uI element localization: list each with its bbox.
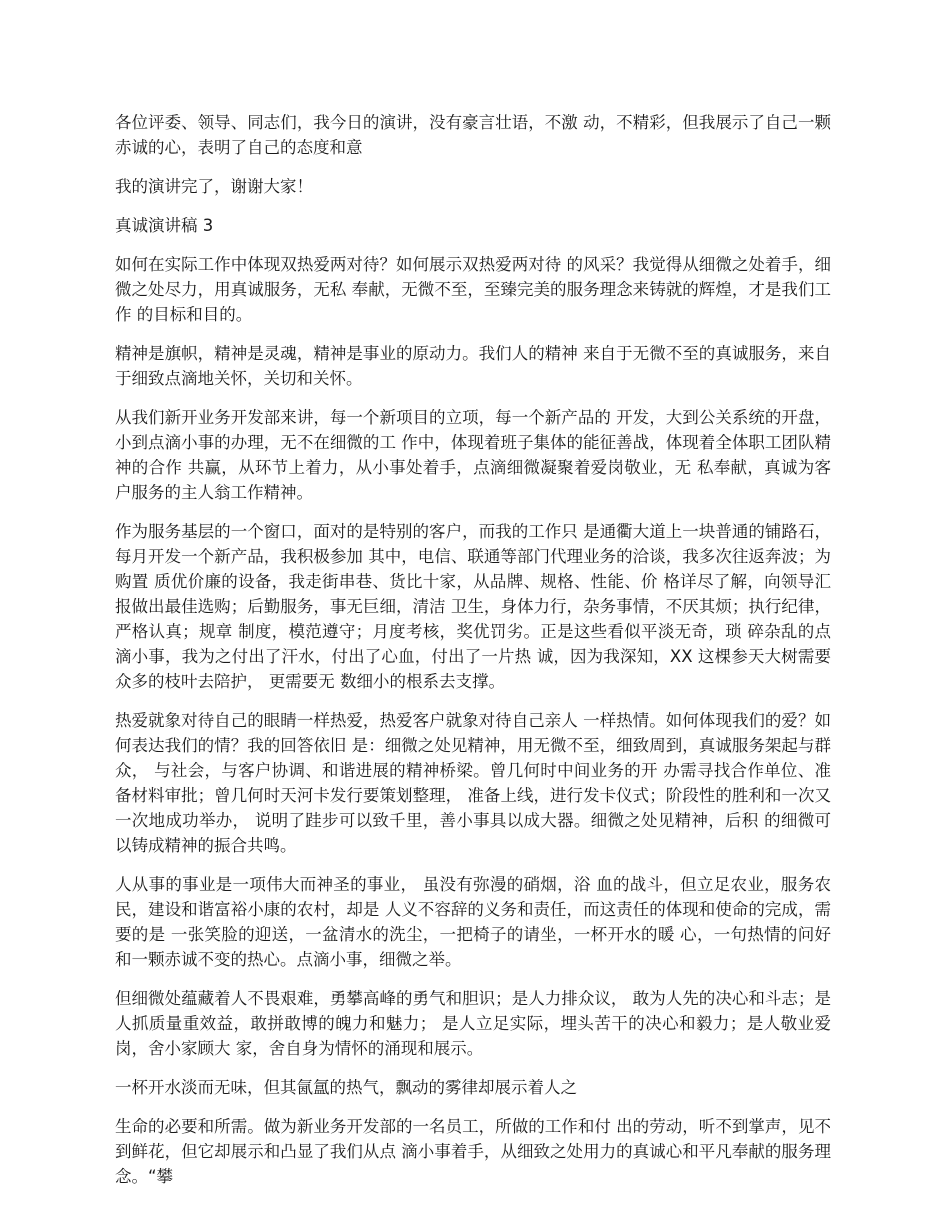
paragraph-body-7: 但细微处蕴藏着人不畏艰难，勇攀高峰的勇气和胆识；是人力排众议， 敢为人先的决心和斗志；是人抓质量重效益，敢拼敢博的魄力和魅力； 是人立足实际，埋头苦干的决心和毅力；是人敬业爱岗，舍小家顾大 家，舍自身为情怀的涌现和展示。 — [115, 989, 831, 1058]
paragraph-body-9: 生命的必要和所需。做为新业务开发部的一名员工，所做的工作和付 出的劳动，听不到掌声，见不到鲜花，但它却展示和凸显了我们从点 滴小事着手，从细致之处用力的真诚心和平凡奉献的服务理念。“攀 — [115, 1117, 831, 1186]
section-heading: 真诚演讲稿 3 — [115, 216, 214, 235]
paragraph-body-1: 如何在实际工作中体现双热爱两对待？如何展示双热爱两对待 的风采？我觉得从细微之处着手，细微之处尽力，用真诚服务，无私 奉献，无微不至，至臻完美的服务理念来铸就的辉煌，才是我们工作 的目标和目的。 — [115, 255, 831, 324]
paragraph-body-6: 人从事的事业是一项伟大而神圣的事业， 虽没有弥漫的硝烟，浴 血的战斗，但立足农业，服务农民，建设和谐富裕小康的农村，却是 人义不容辞的义务和责任，而这责任的体现和使命的完成，需要的是 一张笑脸的迎送，一盆清水的洗尘，一把椅子的请坐，一杯开水的暖 心，一句热情的问好和一颗赤诚不变的热心。点滴小事，细微之举。 — [115, 875, 831, 969]
paragraph-body-8: 一杯开水淡而无味，但其氤氲的热气，飘动的雾律却展示着人之 — [115, 1078, 577, 1097]
paragraph-body-2: 精神是旗帜，精神是灵魂，精神是事业的原动力。我们人的精神 来自于无微不至的真诚服务，来自于细致点滴地关怀，关切和关怀。 — [115, 344, 831, 388]
paragraph-closing-remarks: 各位评委、领导、同志们，我今日的演讲，没有豪言壮语，不激 动，不精彩，但我展示了自己一颗赤诚的心，表明了自己的态度和意 — [115, 113, 831, 157]
document-body — [115, 110, 831, 1203]
paragraph-body-3: 从我们新开业务开发部来讲，每一个新项目的立项，每一个新产品的 开发，大到公关系统的开盘，小到点滴小事的办理，无不在细微的工 作中，体现着班子集体的能征善战，体现着全体职工团队精神的合作 共赢，从环节上着力，从小事处着手，点滴细微凝聚着爱岗敬业，无 私奉献，真诚为客户服务的主人翁工作精神。 — [115, 408, 831, 502]
paragraph-body-4: 作为服务基层的一个窗口，面对的是特别的客户，而我的工作只 是通衢大道上一块普通的铺路石，每月开发一个新产品，我积极参加 其中，电信、联通等部门代理业务的洽谈，我多次往返奔波；为购置 质优价廉的设备，我走街串巷、货比十家，从品牌、规格、性能、价 格详尽了解，向领导汇报做出最佳选购；后勤服务，事无巨细，清洁 卫生，身体力行，杂务事情，不厌其烦；执行纪律，严格认真；规章 制度，模范遵守；月度考核，奖优罚劣。正是这些看似平淡无奇，琐 碎杂乱的点滴小事，我为之付出了汗水，付出了心血，付出了一片热 诚，因为我深知，XX 这棵参天大树需要众多的枝叶去陪护， 更需要无 数细小的根系去支撑。 — [115, 522, 831, 691]
paragraph-thanks: 我的演讲完了，谢谢大家！ — [115, 177, 313, 196]
paragraph-body-5: 热爱就象对待自己的眼睛一样热爱，热爱客户就象对待自己亲人 一样热情。如何体现我们的爱？如何表达我们的情？我的回答依旧 是：细微之处见精神，用无微不至，细致周到，真诚服务架起与群众， 与社会，与客户协调、和谐进展的精神桥梁。曾几何时中间业务的开 办需寻找合作单位、准备材料审批；曾几何时天河卡发行要策划整理， 准备上线，进行发卡仪式；阶段性的胜利和一次又一次地成功举办， 说明了跬步可以致千里，善小事具以成大器。细微之处见精神，后积 的细微可以铸成精神的振合共鸣。 — [115, 711, 831, 855]
